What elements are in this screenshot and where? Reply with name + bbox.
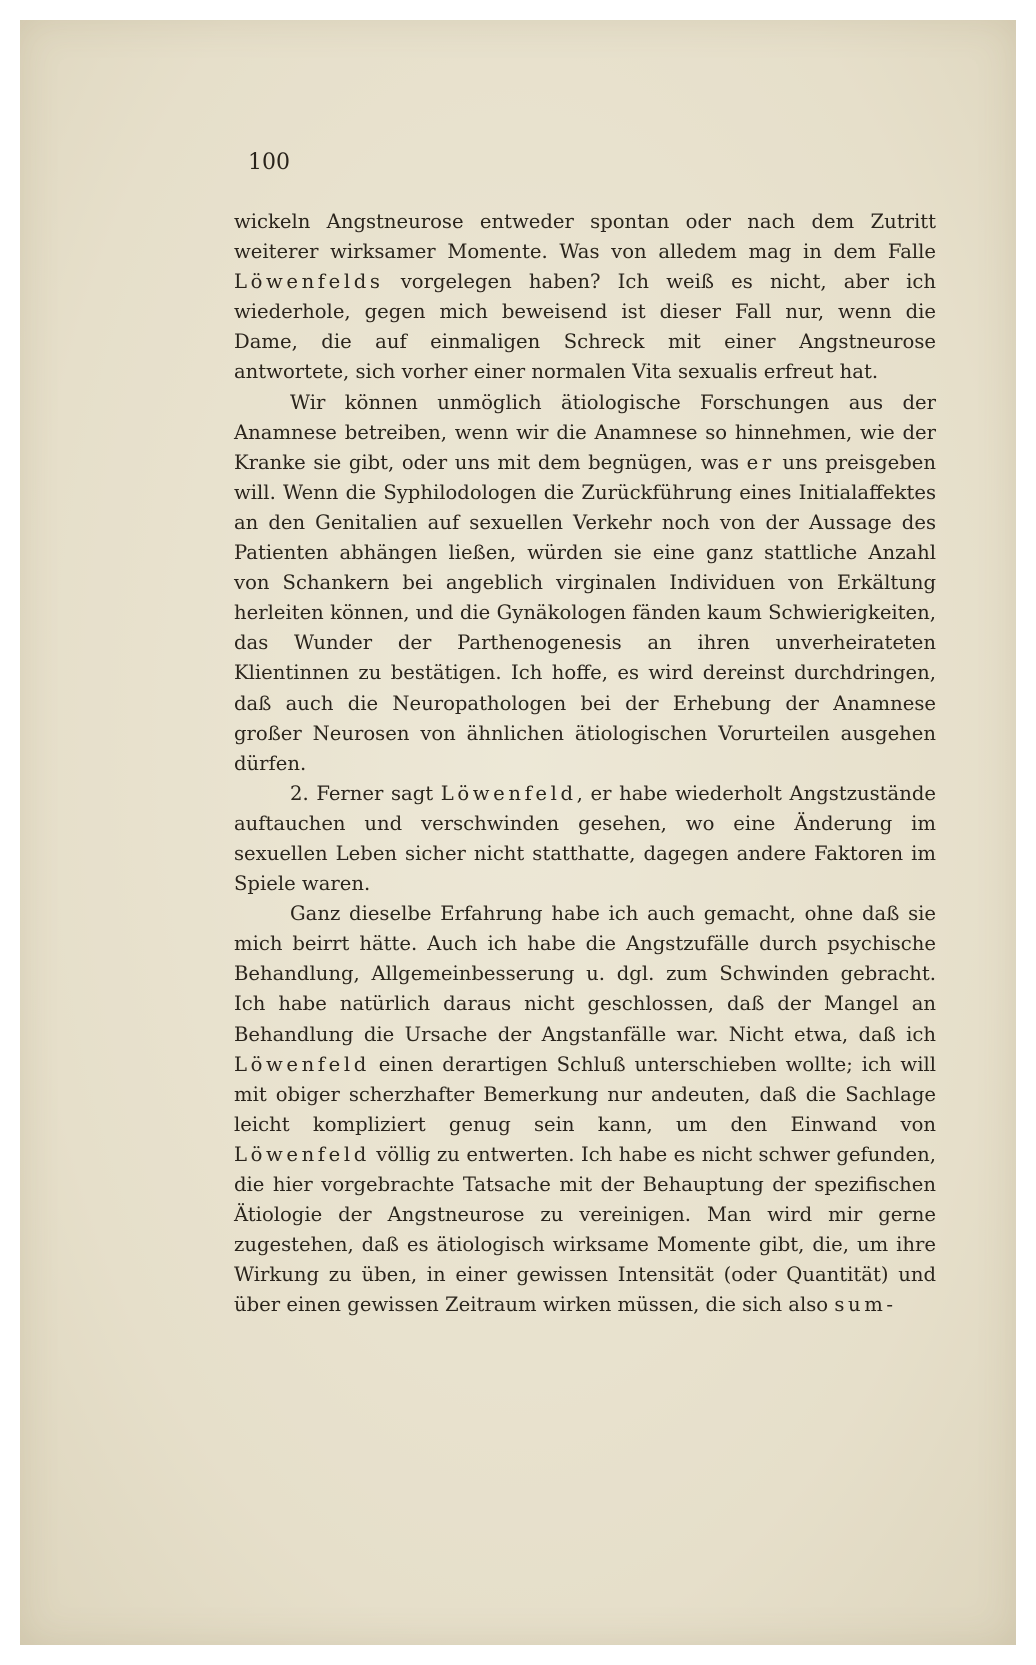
paragraph-2 bbox=[234, 388, 936, 779]
text-run: vorgelegen haben? Ich weiß es nicht, aber ich wiederhole, gegen mich beweisend ist dieser Fall nur, wenn die Dame, die auf einmaligen Schreck mit einer Angstneurose antwortete, sich vorher einer normalen Vita sexualis erfreut hat. bbox=[234, 270, 936, 384]
spaced-name: er bbox=[746, 450, 775, 474]
book-page bbox=[20, 20, 1016, 1645]
body-text bbox=[234, 207, 936, 1320]
text-run: Ganz dieselbe Erfahrung habe ich auch gemacht, ohne daß sie mich beirrt hätte. Auch ich habe die Angstzufälle durch psychische Behandlung, Allgemeinbesserung u. dgl. zum Schwinden gebracht. Ich habe natürlich daraus nicht geschlossen, daß der Mangel an Behandlung die Ursache der Angstanfälle war. Nicht etwa, daß ich bbox=[234, 902, 936, 1046]
paragraph-1 bbox=[234, 207, 936, 388]
text-run: uns preisgeben will. Wenn die Syphilodologen die Zurückführung eines Initialaffektes an den Genitalien auf sexuellen Verkehr noch von der Aussage des Patienten abhängen ließen, würden sie eine ganz stattliche Anzahl von Schankern bei angeblich virginalen Individuen von Erkältung herleiten können, und die Gynäkologen fänden kaum Schwierigkeiten, das Wunder der Parthenogenesis an ihren unverheirateten Klientinnen zu bestätigen. Ich hoffe, es wird dereinst durchdringen, daß auch die Neuropathologen bei der Erhebung der Anamnese großer Neurosen von ähnlichen ätiologischen Vorurteilen ausgehen dürfen. bbox=[234, 450, 936, 775]
spaced-name: Löwenfeld bbox=[440, 781, 577, 805]
spaced-name: sum- bbox=[834, 1293, 897, 1317]
text-run: , er habe wiederholt Angstzustände auftauchen und verschwinden gesehen, wo eine Änderung im sexuellen Leben sicher nicht statthatte, dagegen andere Faktoren im Spiele waren. bbox=[234, 781, 936, 896]
spaced-name: Löwenfeld bbox=[234, 1052, 370, 1076]
text-run: völlig zu entwerten. Ich habe es nicht schwer gefunden, die hier vorgebrachte Tatsache mit der Behauptung der spezifischen Ätiologie der Angstneurose zu vereinigen. Man wird mir gerne zugestehen, daß es ätiologisch wirksame Momente gibt, die, um ihre Wirkung zu üben, in einer gewissen Intensität (oder Quantität) und über einen gewissen Zeitraum wirken müssen, die sich also bbox=[234, 1142, 936, 1317]
text-run: einen derartigen Schluß unterschieben wollte; ich will mit obiger scherzhafter Bemerkung nur andeuten, daß die Sachlage leicht kompliziert genug sein kann, um den Einwand von bbox=[234, 1052, 936, 1136]
text-run: 2. Ferner sagt bbox=[290, 781, 441, 805]
text-run: wickeln Angstneurose entweder spontan oder nach dem Zutritt weiterer wirksamer Momente. Was von alledem mag in dem Falle bbox=[234, 210, 936, 264]
text-run: Wir können unmöglich ätiologische Forschungen aus der Anamnese betreiben, wenn wir die Anamnese so hinnehmen, wie der Kranke sie gibt, oder uns mit dem begnügen, was bbox=[234, 390, 936, 474]
page-number: 100 bbox=[248, 150, 290, 175]
spaced-name: Löwenfelds bbox=[234, 270, 384, 294]
paragraph-4 bbox=[234, 899, 936, 1320]
paragraph-3 bbox=[234, 779, 936, 899]
spaced-name: Löwenfeld bbox=[234, 1142, 370, 1166]
